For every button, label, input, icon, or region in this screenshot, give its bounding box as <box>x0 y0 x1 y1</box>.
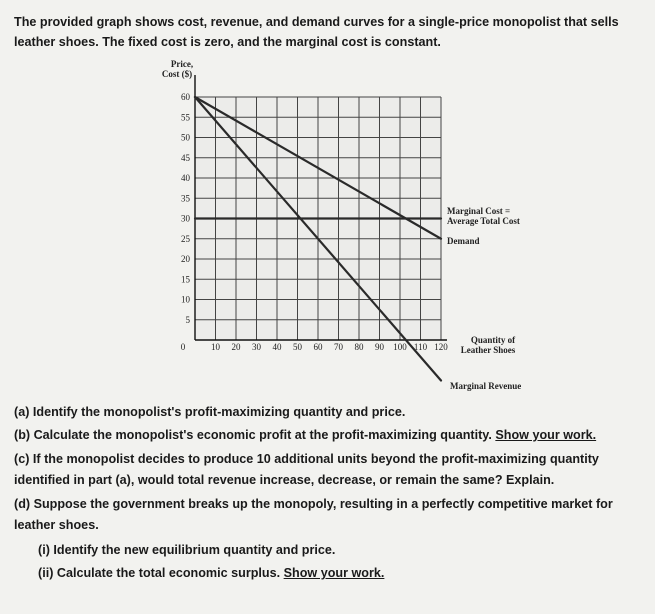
x-tick-label: 120 <box>434 342 448 352</box>
y-tick-label: 55 <box>181 112 190 123</box>
y-tick-label: 50 <box>181 132 190 143</box>
x-tick-label: 40 <box>272 342 282 352</box>
intro-line-1: The provided graph shows cost, revenue, and demand curves for a single-price monopolist that sells <box>14 15 619 29</box>
x-tick-label: 70 <box>334 342 343 352</box>
y-tick-label: 45 <box>181 152 190 163</box>
y-tick-label: 40 <box>181 173 190 183</box>
x-tick-label: 100 <box>393 342 407 352</box>
question-d-ii-emphasis: Show your work. <box>283 566 385 580</box>
y-tick-label: 20 <box>181 254 190 264</box>
question-b-text: (b) Calculate the monopolist's economic profit at the profit-maximizing quantity. <box>14 428 496 442</box>
question-d-i: (i) Identify the new equilibrium quantity and price. <box>38 543 336 557</box>
question-b <box>14 425 644 445</box>
y-tick-label: 5 <box>185 314 190 325</box>
x-tick-label: 0 <box>180 342 186 352</box>
y-tick-label: 25 <box>181 233 190 244</box>
x-axis-title-line-1: Quantity of <box>470 335 516 345</box>
question-d-line-2: leather shoes. <box>14 518 99 532</box>
x-axis-title-line-2: Leather Shoes <box>460 345 516 355</box>
question-b-emphasis: Show your work. <box>495 428 597 442</box>
y-axis-title-line-1: Price, <box>170 59 194 69</box>
mr-label: Marginal Revenue <box>450 381 522 391</box>
x-tick-label: 80 <box>354 342 364 352</box>
question-d-ii-text: (ii) Calculate the total economic surplus. <box>38 566 284 580</box>
question-c-line-2: identified in part (a), would total revenue increase, decrease, or remain the same? Explain. <box>14 473 555 487</box>
question-a: (a) Identify the monopolist's profit-maximizing quantity and price. <box>14 405 406 419</box>
y-tick-label: 15 <box>181 274 190 285</box>
x-tick-label: 30 <box>252 342 261 352</box>
y-tick-label: 60 <box>181 92 190 102</box>
mc-label-line-2: Average Total Cost <box>447 216 520 226</box>
intro-line-2: leather shoes. The fixed cost is zero, and the marginal cost is constant. <box>14 35 441 49</box>
y-tick-label: 10 <box>181 294 190 305</box>
demand-label: Demand <box>447 236 480 246</box>
y-tick-label: 35 <box>181 193 190 204</box>
x-tick-label: 10 <box>211 342 220 352</box>
y-axis-title-line-2: Cost ($) <box>161 69 193 79</box>
x-tick-label: 20 <box>231 342 241 352</box>
x-tick-label: 110 <box>413 342 428 352</box>
x-tick-label: 60 <box>313 342 323 352</box>
x-tick-label: 90 <box>375 342 384 352</box>
question-c-line-1: (c) If the monopolist decides to produce 10 additional units beyond the profit-maximizing quantity <box>14 452 599 466</box>
x-tick-label: 50 <box>293 342 302 352</box>
y-tick-label: 30 <box>181 213 190 224</box>
question-d-line-1: (d) Suppose the government breaks up the monopoly, resulting in a perfectly competitive market for <box>14 497 613 511</box>
mc-label-line-1: Marginal Cost = <box>447 206 511 216</box>
question-d-ii <box>38 563 655 583</box>
